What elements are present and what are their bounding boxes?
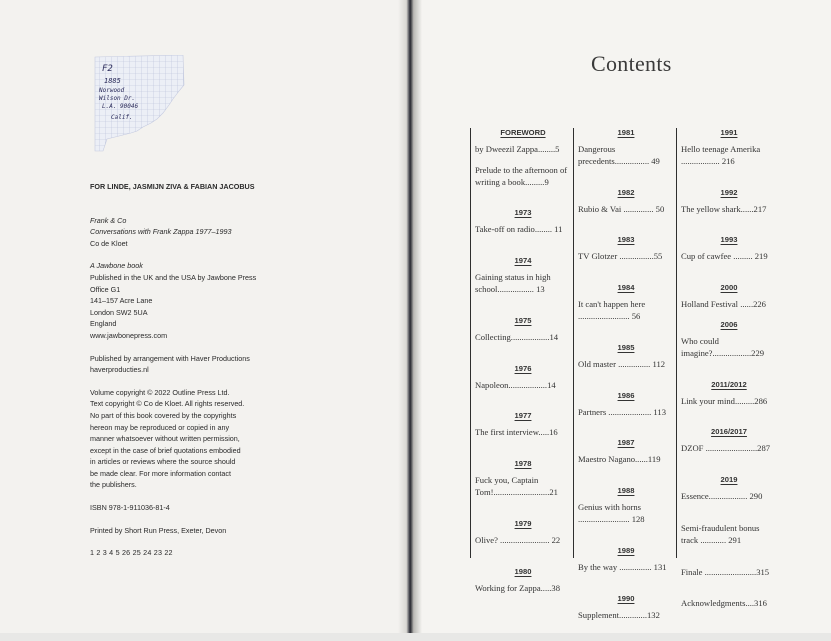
column-rule [573, 128, 574, 558]
section-heading: 1991 [720, 128, 738, 137]
arrangement-website: haverproducties.nl [90, 365, 149, 375]
book-title: Frank & Co [90, 215, 127, 225]
section-heading: 2011/2012 [711, 379, 747, 389]
section-heading: 1980 [514, 566, 532, 576]
section-heading: FOREWORD [500, 128, 546, 137]
dedication: FOR LINDE, JASMIJN ZIVA & FABIAN JACOBUS [90, 182, 255, 191]
copyright-line: hereon may be reproduced or copied in any [90, 422, 230, 432]
copyright-line: be made clear. For more information contact [90, 468, 232, 478]
handwritten-note [93, 55, 185, 153]
contents-column-3 [681, 128, 777, 630]
note-line-1: F2 [102, 64, 113, 74]
copyright-line: Volume copyright © 2022 Outline Press Ltd. [90, 387, 230, 397]
book-gutter [398, 0, 422, 633]
section-heading: 1989 [617, 545, 635, 555]
toc-entry[interactable]: Who could imagine?..................229 [681, 335, 765, 358]
toc-entry[interactable]: Cup of cawfee ......... 219 [681, 251, 768, 262]
toc-entry[interactable]: Genius with horns ........................ 128 [578, 502, 645, 524]
section-heading: 1974 [514, 256, 532, 266]
section-heading: 2000 [720, 283, 738, 293]
toc-entry[interactable]: Holland Festival ......226 [681, 299, 766, 310]
publisher-line: London SW2 5UA [90, 307, 148, 317]
contents-column-1 [475, 128, 571, 614]
contents-title: Contents [591, 51, 672, 76]
toc-entry[interactable]: Rubio & Vai .............. 50 [578, 203, 665, 214]
toc-entry[interactable]: TV Glotzer ................55 [578, 251, 663, 262]
copyright-notice [90, 387, 290, 491]
toc-entry[interactable]: Maestro Nagano......119 [578, 454, 661, 465]
section-heading: 1985 [617, 342, 635, 352]
contents-column-2 [578, 128, 674, 641]
toc-entry[interactable]: By the way ............... 131 [578, 561, 667, 572]
book-author: Co de Kloet [90, 238, 128, 248]
section-heading: 1973 [514, 208, 532, 218]
arrangement [90, 353, 290, 376]
column-rule [676, 128, 677, 558]
publisher-line: 141–157 Acre Lane [90, 296, 153, 306]
toc-entry[interactable]: Partners .................... 113 [578, 406, 666, 417]
note-line-4: Wilson Dr. [99, 95, 136, 102]
printer-credit: Printed by Short Run Press, Exeter, Devon [90, 525, 227, 535]
toc-entry[interactable]: Olive? ....................... 22 [475, 534, 561, 545]
toc-entry[interactable]: Dangerous precedents................ 49 [578, 144, 660, 166]
publisher-website: www.jawbonepress.com [90, 330, 168, 340]
section-heading: 1987 [617, 438, 635, 448]
toc-entry[interactable]: DZOF ........................287 [681, 443, 771, 454]
book-details [90, 215, 290, 250]
toc-entry[interactable]: Working for Zappa.....38 [475, 582, 560, 593]
column-rule [470, 128, 471, 558]
copyright-line: manner whatsoever without written permission, [90, 434, 240, 444]
copyright-line: in articles or reviews where the source should [90, 457, 236, 467]
toc-entry[interactable]: Collecting..................14 [475, 331, 559, 342]
toc-entry[interactable]: Gaining status in high school................. 13 [475, 272, 551, 294]
copyright-line: except in the case of brief quotations embodied [90, 445, 241, 455]
toc-entry[interactable]: Napoleon..................14 [475, 379, 556, 390]
book-subtitle: Conversations with Frank Zappa 1977–1993 [90, 227, 232, 237]
toc-entry[interactable]: It can't happen here ........................ 56 [578, 299, 646, 321]
section-heading: 1993 [720, 235, 738, 245]
section-heading: 1977 [514, 411, 532, 421]
section-heading: 2006 [720, 319, 738, 329]
section-heading: 1984 [617, 283, 635, 293]
section-heading: 1986 [617, 390, 635, 400]
toc-entry[interactable]: The first interview.....16 [475, 427, 558, 438]
section-heading: 1988 [617, 486, 635, 496]
section-heading: 1978 [514, 459, 532, 469]
note-line-3: Norwood [99, 87, 125, 94]
copyright-line: Text copyright © Co de Kloet. All rights reserved. [90, 399, 245, 409]
toc-entry[interactable]: Semi-fraudulent bonus track ............ 291 [681, 522, 760, 545]
arrangement-line: Published by arrangement with Haver Productions [90, 353, 250, 363]
toc-entry[interactable]: The yellow shark......217 [681, 203, 767, 214]
toc-entry[interactable]: Supplement.............132 [578, 609, 660, 620]
copyright-line: the publishers. [90, 480, 137, 490]
section-heading: 1979 [514, 518, 532, 528]
toc-entry[interactable]: Take-off on radio........ 11 [475, 224, 563, 235]
note-line-6: Calif. [111, 114, 133, 121]
toc-entry[interactable]: Link your mind.........286 [681, 395, 768, 406]
toc-entry[interactable]: Acknowledgments....316 [681, 598, 767, 609]
publisher-line: England [90, 319, 117, 329]
publisher-line: Published in the UK and the USA by Jawbone Press [90, 272, 257, 282]
section-heading: 1975 [514, 315, 532, 325]
section-heading: 1992 [720, 187, 738, 197]
imprint [90, 181, 290, 559]
toc-entry[interactable]: Hello teenage Amerika .................. 216 [681, 144, 761, 166]
toc-entry[interactable]: Old master ............... 112 [578, 358, 666, 369]
publisher-details [90, 260, 290, 341]
section-heading: 1981 [617, 128, 635, 137]
toc-entry[interactable]: Fuck you, Captain Tom!..........................21 [475, 475, 558, 497]
isbn: ISBN 978-1-911036-81-4 [90, 503, 170, 513]
section-heading: 2019 [720, 475, 738, 485]
section-heading: 2016/2017 [711, 427, 747, 437]
print-line: 1 2 3 4 5 26 25 24 23 22 [90, 548, 173, 558]
toc-entry[interactable]: by Dweezil Zappa........5 [475, 144, 560, 154]
note-line-5: L.A. 90046 [102, 103, 139, 110]
section-heading: 1976 [514, 363, 532, 373]
section-heading: 1983 [617, 235, 635, 245]
note-line-2: 1885 [104, 77, 121, 85]
left-page [0, 0, 410, 633]
graph-paper-note [93, 55, 185, 153]
toc-entry[interactable]: Essence.................. 290 [681, 491, 763, 502]
section-heading: 1982 [617, 187, 635, 197]
toc-entry[interactable]: Finale ........................315 [681, 566, 770, 577]
toc-entry[interactable]: Prelude to the afternoon of writing a book.........9 [475, 164, 568, 187]
copyright-line: No part of this book covered by the copyrights [90, 410, 237, 420]
publisher-line: Office G1 [90, 284, 121, 294]
book-type: A Jawbone book [90, 261, 143, 271]
section-heading: 1990 [617, 593, 635, 603]
